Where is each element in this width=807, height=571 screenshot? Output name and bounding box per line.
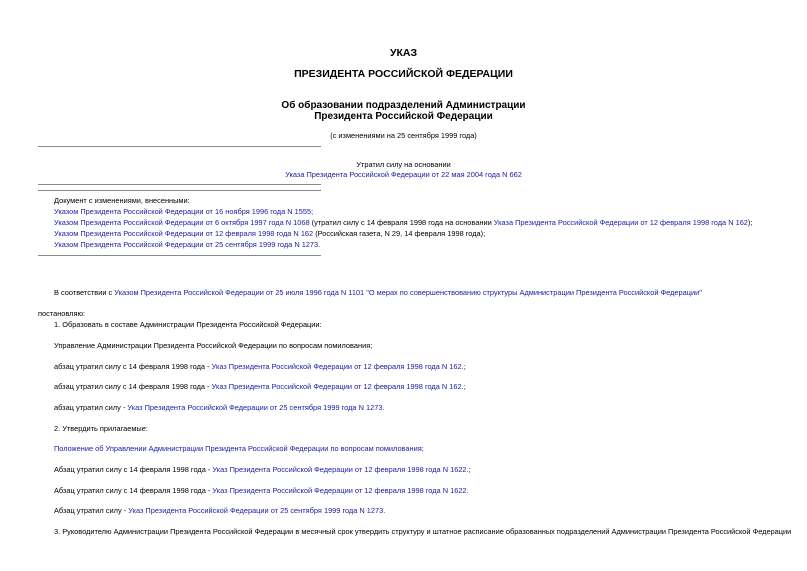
preamble-text: В соответствии с (54, 288, 115, 297)
change-item-2-end: ); (747, 218, 753, 227)
change-item-3 (54, 229, 485, 238)
change-link-3[interactable]: Указом Президента Российской Федерации от 12 февраля 1998 года N 162 (54, 229, 314, 238)
divider (38, 146, 321, 147)
changes-intro: Документ с изменениями, внесенными: (54, 196, 190, 205)
change-item-2-text: (утратил силу с 14 февраля 1998 года на основании (309, 218, 494, 227)
repealed-end: ; (468, 465, 471, 474)
amendment-note: (с изменениями на 25 сентября 1999 года) (330, 131, 477, 140)
repealed-text: абзац утратил силу с 14 февраля 1998 года - (54, 362, 212, 371)
document-title: УКАЗ (389, 47, 418, 59)
preamble (54, 288, 702, 297)
repealed-paragraph (54, 506, 385, 515)
repealed-link[interactable]: Указ Президента Российской Федерации от 12 февраля 1998 года N 1622. (212, 486, 469, 495)
repealed-text: абзац утратил силу - (54, 403, 128, 412)
preamble-link[interactable]: Указом Президента Российской Федерации от 25 июля 1996 года N 1101 "О мерах по совершенствованию структуры Администрации Президента Российской Федерации" (114, 288, 702, 297)
change-link-2b[interactable]: Указа Президента Российской Федерации от 12 февраля 1998 года N 162 (493, 218, 748, 227)
repealed-text: Абзац утратил силу с 14 февраля 1998 года - (54, 465, 213, 474)
document-subtitle: ПРЕЗИДЕНТА РОССИЙСКОЙ ФЕДЕРАЦИИ (294, 68, 513, 80)
repealed-text: Абзац утратил силу - (54, 506, 129, 515)
repealed-link[interactable]: Указ Президента Российской Федерации от 25 сентября 1999 года N 1273. (128, 506, 386, 515)
repealed-paragraph (54, 403, 384, 412)
regulation-link[interactable]: Положение об Управлении Администрации Президента Российской Федерации по вопросам помилования; (54, 444, 424, 453)
repealed-link[interactable]: Указ Президента Российской Федерации от 12 февраля 1998 года N 162. (211, 362, 464, 371)
change-link-2[interactable]: Указом Президента Российской Федерации от 6 октября 1997 года N 1068 (54, 218, 310, 227)
repealed-text: абзац утратил силу с 14 февраля 1998 года - (54, 382, 212, 391)
decree-word: постановляю: (38, 309, 86, 318)
repealed-link[interactable]: Указ Президента Российской Федерации от 12 февраля 1998 года N 162. (211, 382, 464, 391)
paragraph-2: 2. Утвердить прилагаемые: (54, 424, 148, 433)
lost-force-text: Утратил силу на основании (356, 160, 451, 169)
change-link-1[interactable]: Указом Президента Российской Федерации от 16 ноября 1996 года N 1555; (54, 207, 314, 216)
repealed-link[interactable]: Указ Президента Российской Федерации от 12 февраля 1998 года N 1622. (212, 465, 469, 474)
paragraph-1-item: Управление Администрации Президента Российской Федерации по вопросам помилования; (54, 341, 373, 350)
repealed-paragraph (54, 362, 466, 371)
repealed-end: ; (463, 362, 466, 371)
divider (38, 255, 321, 256)
divider (38, 184, 321, 185)
repealed-link[interactable]: Указ Президента Российской Федерации от 25 сентября 1999 года N 1273. (127, 403, 385, 412)
document-heading-line2: Президента Российской Федерации (314, 111, 493, 122)
lost-force-link[interactable]: Указа Президента Российской Федерации от 22 мая 2004 года N 662 (285, 170, 522, 179)
repealed-text: Абзац утратил силу с 14 февраля 1998 года - (54, 486, 213, 495)
change-link-4[interactable]: Указом Президента Российской Федерации от 25 сентября 1999 года N 1273. (54, 240, 321, 249)
change-item-2 (54, 218, 752, 227)
document-heading-line1: Об образовании подразделений Администрации (281, 100, 526, 111)
repealed-end: ; (463, 382, 466, 391)
repealed-paragraph (54, 465, 471, 474)
change-item-3-text: (Российская газета, N 29, 14 февраля 1998 года); (313, 229, 486, 238)
divider (38, 190, 321, 191)
repealed-paragraph (54, 382, 466, 391)
paragraph-3: 3. Руководителю Администрации Президента Российской Федерации в месячный срок утвердить структуру и штатное расписание образованных подразделений Администрации Президента Российской Федерации (54, 527, 792, 536)
repealed-paragraph (54, 486, 469, 495)
paragraph-1: 1. Образовать в составе Администрации Президента Российской Федерации: (54, 320, 322, 329)
